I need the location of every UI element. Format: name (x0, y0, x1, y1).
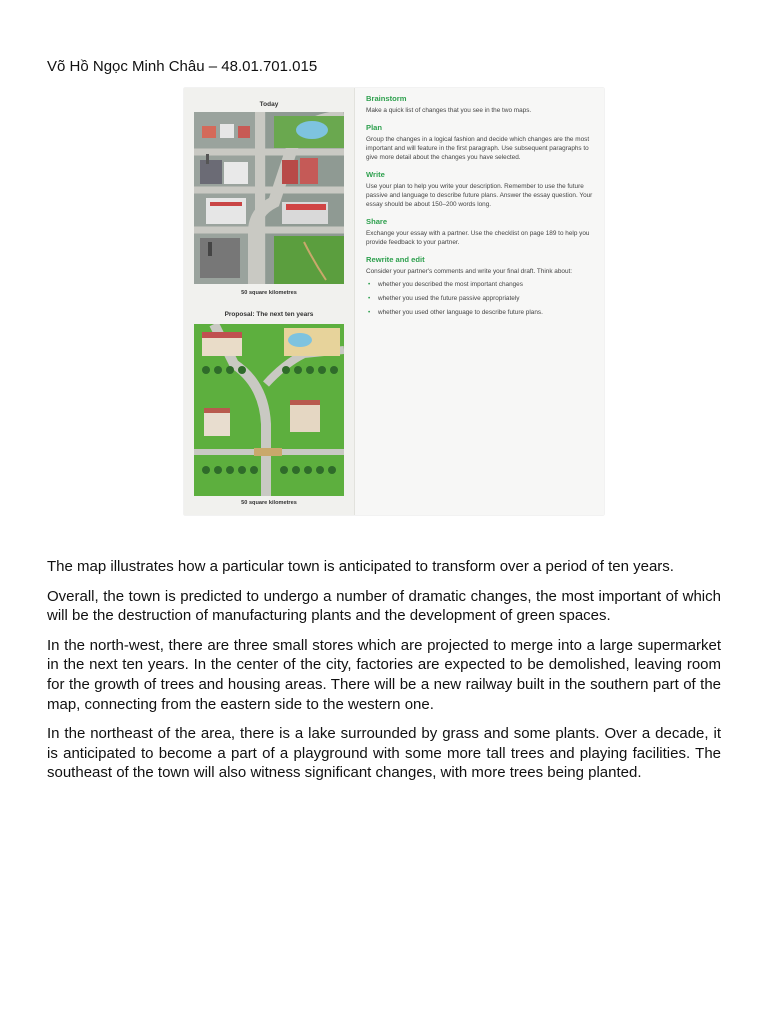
checklist-item (366, 280, 596, 289)
section-heading: Write (366, 170, 385, 179)
section-body: Group the changes in a logical fashion and decide which changes are the most important and will feature in the first paragraph. Use subsequent paragraphs to give more detail about the changes you have selected. (366, 136, 590, 161)
section-share (366, 217, 596, 247)
essay (47, 557, 721, 793)
instructions-panel (366, 94, 596, 322)
section-body: Make a quick list of changes that you see in the two maps. (366, 107, 532, 114)
bullet-icon: • (368, 281, 371, 288)
section-heading: Rewrite and edit (366, 255, 425, 264)
section-plan (366, 123, 596, 162)
section-heading: Share (366, 217, 388, 226)
textbook-figure (184, 88, 604, 515)
checklist-item-text: whether you used the future passive appropriately (378, 295, 520, 302)
section-heading: Plan (366, 123, 383, 132)
essay-paragraph: The map illustrates how a particular town is anticipated to transform over a period of ten years. (47, 558, 674, 575)
bullet-icon: • (368, 309, 371, 316)
essay-paragraph: In the north-west, there are three small stores which are projected to merge into a large supermarket in the next ten years. In the center of the city, factories are expected to be demolished, leaving room for the growth of trees and housing areas. There will be a new railway built in the southern part of the map, connecting from the eastern side to the western one. (47, 636, 721, 713)
bullet-icon: • (368, 295, 371, 302)
map-today-caption: 50 square kilometres (241, 290, 297, 296)
checklist-item (366, 308, 596, 317)
map-future-title: Proposal: The next ten years (224, 311, 314, 318)
checklist (366, 280, 596, 317)
section-heading: Brainstorm (366, 94, 407, 103)
section-body: Exchange your essay with a partner. Use the checklist on page 189 to help you provide feedback to your partner. (366, 230, 590, 246)
map-future-caption: 50 square kilometres (241, 500, 297, 506)
maps-column (184, 88, 355, 515)
section-rewrite (366, 255, 596, 317)
map-future (194, 324, 344, 496)
checklist-item (366, 294, 596, 303)
section-brainstorm (366, 94, 596, 115)
author-line: Võ Hồ Ngọc Minh Châu – 48.01.701.015 (47, 58, 318, 75)
map-today-title: Today (259, 101, 279, 108)
map-today (194, 112, 344, 284)
essay-paragraph: Overall, the town is predicted to undergo a number of dramatic changes, the most important of which will be the destruction of manufacturing plants and the development of green spaces. (47, 587, 721, 625)
section-body: Consider your partner's comments and write your final draft. Think about: (366, 268, 573, 275)
checklist-item-text: whether you used other language to describe future plans. (378, 309, 543, 316)
checklist-item-text: whether you described the most important changes (378, 281, 523, 288)
section-body: Use your plan to help you write your description. Remember to use the future passive and language to describe future plans. Answer the essay question. Your essay should be about 150–200 words long. (366, 183, 593, 208)
section-write (366, 170, 596, 209)
essay-paragraph: In the northeast of the area, there is a lake surrounded by grass and some plants. Over a decade, it is anticipated to become a part of a playground with some more tall trees and playing facilities. The southeast of the town will also witness significant changes, with more trees being planted. (47, 725, 721, 782)
